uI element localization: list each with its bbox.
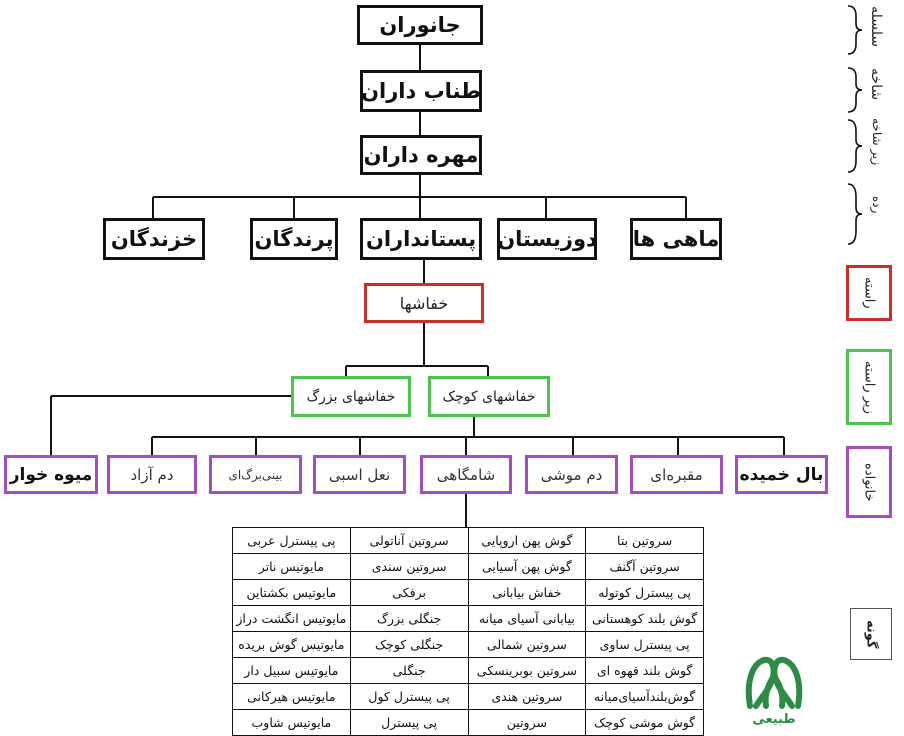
table-cell: مایوتیس انگشت دراز <box>233 606 351 632</box>
class-label: دوزیستان <box>497 227 597 251</box>
order-label: خفاشها <box>399 293 449 313</box>
table-row <box>233 710 704 736</box>
table-cell: گوش بلند کوهستانی <box>586 606 704 632</box>
brace-icon <box>844 118 866 174</box>
table-cell: پی پیسترل <box>350 710 468 736</box>
table-cell: پی پیسترل کول <box>350 684 468 710</box>
family-label: میوه خوار <box>9 464 93 485</box>
family-box-vesper <box>420 455 512 494</box>
family-label: مقبره‌ای <box>650 465 703 484</box>
table-cell: گوش موشی کوچک <box>586 710 704 736</box>
family-box-sheath-tailed <box>630 455 723 494</box>
table-cell: گوش پهن آسیایی <box>468 554 586 580</box>
class-label: خزندگان <box>110 227 198 251</box>
table-cell: سروتین آگنف <box>586 554 704 580</box>
kingdom-box <box>357 5 483 45</box>
class-box-fish <box>630 218 722 260</box>
family-label: نعل اسبی <box>328 465 391 484</box>
suborder-label: خفاشهای بزرگ <box>306 388 396 405</box>
family-box-leaf-nosed <box>209 455 302 494</box>
level-box-order <box>846 265 892 321</box>
table-row <box>233 606 704 632</box>
table-cell: سروتین هندی <box>468 684 586 710</box>
table-cell: خفاش بیابانی <box>468 580 586 606</box>
class-label: پستانداران <box>365 227 477 251</box>
level-label-kingdom: سلسله <box>868 6 884 47</box>
table-row <box>233 658 704 684</box>
table-cell: سروتین <box>468 710 586 736</box>
level-label-species: گونه <box>863 619 879 649</box>
table-cell: مایوتیس بکشتاین <box>233 580 351 606</box>
level-box-suborder <box>846 349 892 425</box>
table-cell: سروتین آناتولی <box>350 528 468 554</box>
level-label-phylum: شاخه <box>868 68 884 101</box>
table-row <box>233 528 704 554</box>
table-row <box>233 632 704 658</box>
class-box-birds <box>250 218 338 260</box>
suborder-box-microbats <box>428 376 550 417</box>
table-cell: پی پیسترل کوتوله <box>586 580 704 606</box>
level-label-class: رده <box>870 196 884 214</box>
family-label: دم آزاد <box>130 465 174 484</box>
level-box-species <box>850 608 892 660</box>
family-box-free-tailed <box>107 455 197 494</box>
table-cell: پی پیسترل عربی <box>233 528 351 554</box>
table-cell: گوش پهن اروپایی <box>468 528 586 554</box>
logo-icon <box>742 652 806 714</box>
table-cell: مایوتیس سبیل دار <box>233 658 351 684</box>
order-box-bats <box>364 283 484 323</box>
level-box-family <box>846 446 892 518</box>
subphylum-box <box>360 135 482 175</box>
table-cell: گوش بلند قهوه ای <box>586 658 704 684</box>
brace-icon <box>844 66 866 114</box>
table-cell: سروتین سندی <box>350 554 468 580</box>
table-cell: سروتین شمالی <box>468 632 586 658</box>
level-label-suborder: زیر راسته <box>861 360 877 414</box>
table-cell: مایوتیس گوش بریده <box>233 632 351 658</box>
class-label: ماهی ها <box>632 227 720 251</box>
family-label: بال خمیده <box>739 464 824 485</box>
table-row <box>233 580 704 606</box>
brace-icon <box>844 182 866 246</box>
family-label: دم موشی <box>540 465 603 484</box>
logo-text: طبیعی <box>752 712 796 727</box>
table-cell: سروتین بوبرینسکی <box>468 658 586 684</box>
phylum-label: طناب داران <box>361 79 481 103</box>
family-label: شامگاهی <box>436 465 496 484</box>
family-label: بینی‌برگ‌ای <box>228 467 283 482</box>
kingdom-label: جانوران <box>379 13 461 37</box>
table-cell: سروتین بتا <box>586 528 704 554</box>
suborder-label: خفاشهای کوچک <box>442 388 536 405</box>
level-label-order: راسته <box>861 277 877 309</box>
suborder-box-megabats <box>291 376 411 417</box>
table-cell: جنگلی بزرگ <box>350 606 468 632</box>
table-cell: مایوتیس شاوب <box>233 710 351 736</box>
table-cell: مایوتیس هیرکانی <box>233 684 351 710</box>
table-cell: گوش‌بلندآسیای‌میانه <box>586 684 704 710</box>
family-box-fruit-eating <box>4 455 98 494</box>
class-box-amphibians <box>497 218 597 260</box>
table-cell: جنگلی <box>350 658 468 684</box>
brace-icon <box>844 4 866 56</box>
class-label: پرندگان <box>254 227 334 251</box>
family-box-mouse-tailed <box>525 455 618 494</box>
subphylum-label: مهره داران <box>363 143 479 167</box>
table-row <box>233 684 704 710</box>
table-row <box>233 554 704 580</box>
level-label-subphylum: زیر شاخه <box>870 118 884 166</box>
table-cell: بیابانی آسیای میانه <box>468 606 586 632</box>
level-label-family: خانواده <box>861 462 877 502</box>
class-box-reptiles <box>103 218 205 260</box>
table-cell: جنگلی کوچک <box>350 632 468 658</box>
phylum-box <box>360 70 482 112</box>
table-cell: برفکی <box>350 580 468 606</box>
species-table <box>232 527 704 736</box>
class-box-mammals <box>360 218 482 260</box>
family-box-bent-winged <box>735 455 828 494</box>
table-cell: مایوتیس ناتر <box>233 554 351 580</box>
family-box-horseshoe <box>313 455 406 494</box>
table-cell: پی پیسترل ساوی <box>586 632 704 658</box>
